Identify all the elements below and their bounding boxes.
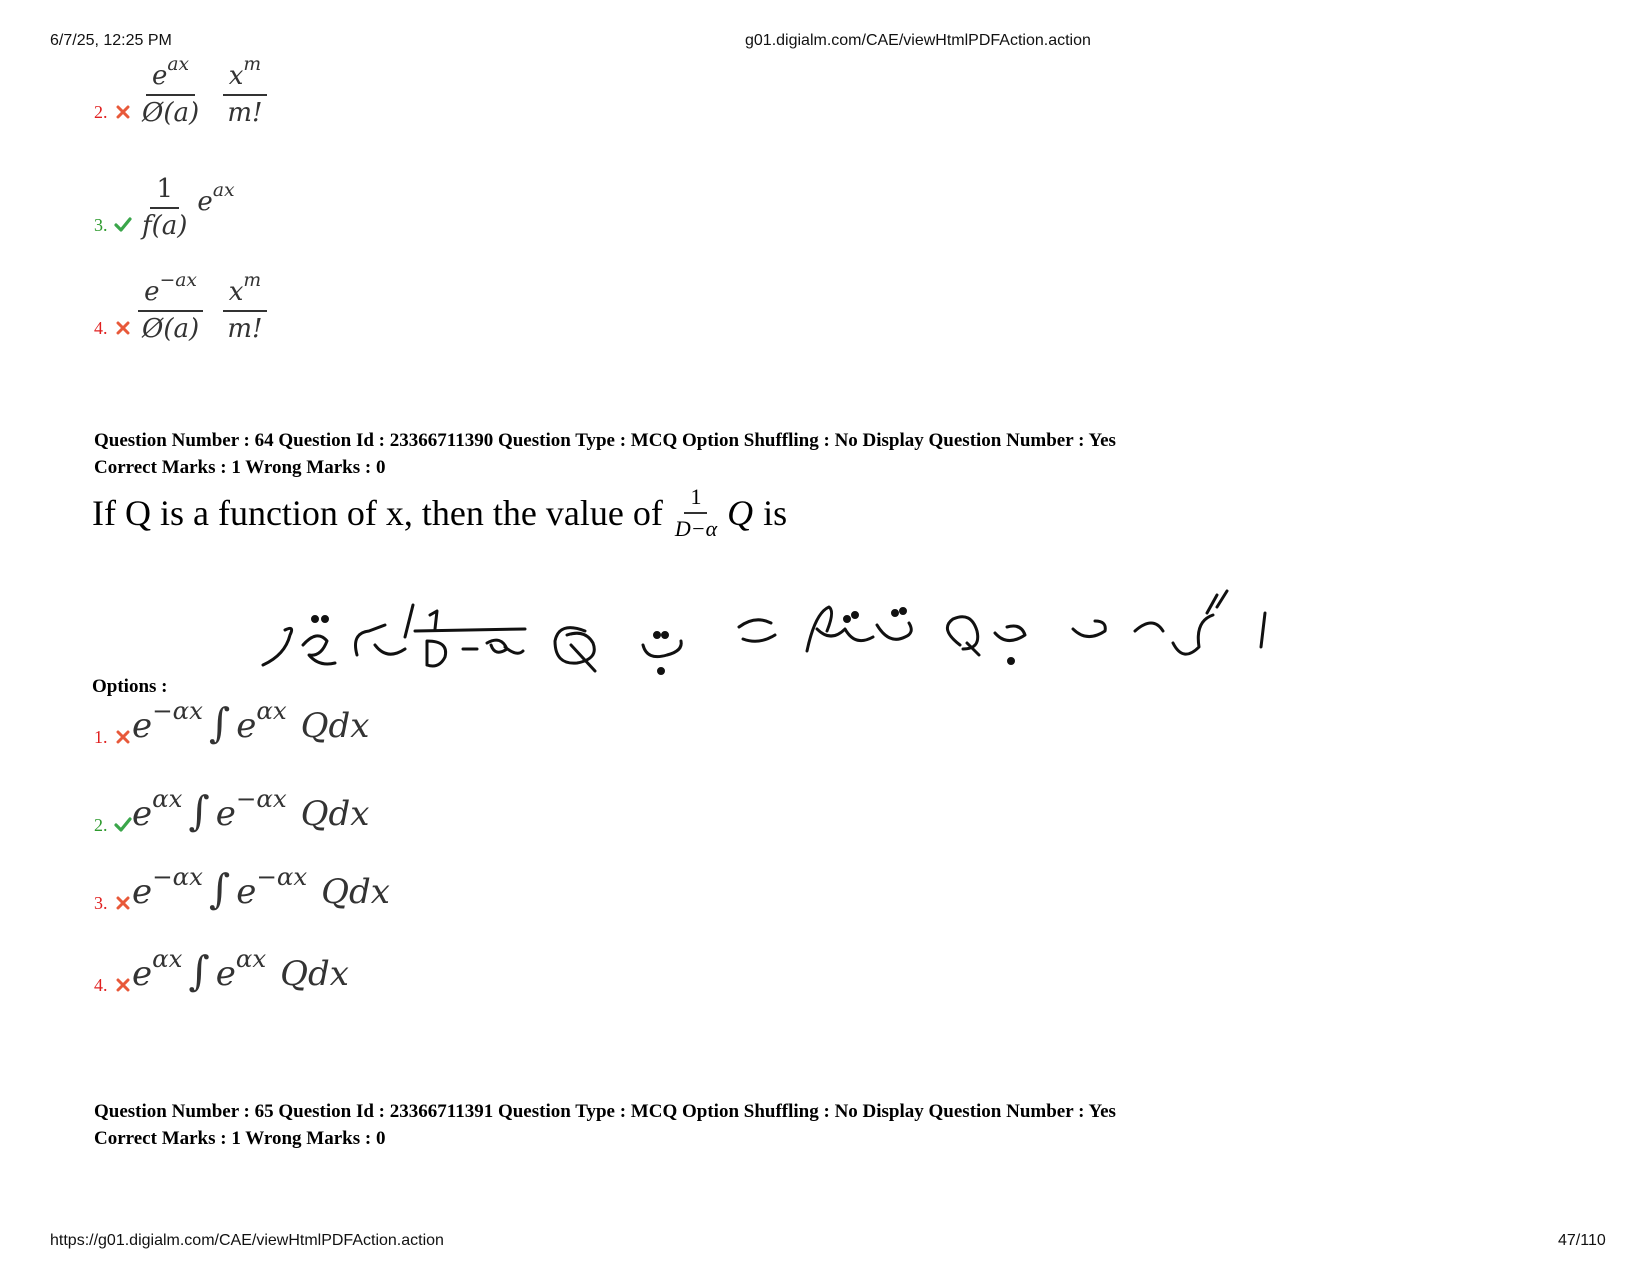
fraction-numerator-exponent: ax bbox=[167, 53, 190, 75]
fraction-numerator: x bbox=[228, 61, 244, 91]
fraction-numerator: e bbox=[152, 61, 168, 91]
prev-option-3 bbox=[94, 175, 235, 240]
fraction-numerator-exponent: −ax bbox=[159, 269, 197, 291]
question-65-marks: Correct Marks : 1 Wrong Marks : 0 bbox=[94, 1128, 386, 1149]
print-page-title: g01.digialm.com/CAE/viewHtmlPDFAction.action bbox=[745, 32, 1091, 49]
integrand-tail: Qdx bbox=[300, 794, 370, 834]
wrong-cross-icon bbox=[114, 974, 132, 994]
exponent-outer: −αx bbox=[152, 695, 203, 725]
exponent-outer: αx bbox=[152, 783, 183, 813]
question-64-stem bbox=[92, 485, 787, 541]
option-number: 1. bbox=[94, 727, 108, 747]
fraction-denominator: f(a) bbox=[142, 210, 188, 241]
fraction-denominator: Ø(a) bbox=[142, 97, 200, 128]
question-64-option-1: 1. $e^{-\alpha x}$ ∫ $e^{\alpha x}$ Qdx bbox=[94, 695, 370, 747]
exponent-inner: αx bbox=[256, 695, 287, 725]
wrong-cross-icon bbox=[114, 892, 132, 912]
exponent-outer: αx bbox=[152, 943, 183, 973]
correct-check-icon bbox=[114, 814, 132, 834]
fraction-numerator: e bbox=[144, 277, 160, 307]
stem-variable: Q bbox=[727, 493, 754, 534]
question-64-option-2: 2. $e^{\alpha x}$ ∫ $e^{-\alpha x}$ Qdx bbox=[94, 783, 370, 835]
urdu-handwritten-translation bbox=[255, 585, 1290, 680]
question-64-meta: Question Number : 64 Question Id : 23366711390 Question Type : MCQ Option Shuffling : No Display Question Number : Yes bbox=[94, 430, 1116, 451]
fraction-numerator-exponent: m bbox=[243, 53, 262, 75]
exponent-inner: −αx bbox=[256, 861, 308, 891]
options-label: Options : bbox=[92, 676, 168, 697]
integrand-tail: Qdx bbox=[321, 872, 390, 912]
fraction-denominator: m! bbox=[227, 97, 263, 128]
print-footer-url: https://g01.digialm.com/CAE/viewHtmlPDFAction.action bbox=[50, 1232, 444, 1249]
option-number: 4. bbox=[94, 318, 108, 339]
fraction-denominator: m! bbox=[227, 313, 263, 344]
fraction-numerator: 1 bbox=[150, 175, 179, 209]
print-page-number: 47/110 bbox=[1558, 1232, 1606, 1249]
exponent-outer: −αx bbox=[152, 861, 203, 891]
exponent-inner: αx bbox=[235, 943, 267, 973]
question-64-marks: Correct Marks : 1 Wrong Marks : 0 bbox=[94, 457, 386, 478]
fraction-numerator-exponent: m bbox=[243, 269, 262, 291]
prev-option-4 bbox=[94, 269, 272, 344]
wrong-cross-icon bbox=[114, 726, 132, 746]
option-number: 2. bbox=[94, 102, 108, 123]
question-65-meta: Question Number : 65 Question Id : 23366711391 Question Type : MCQ Option Shuffling : No Display Question Number : Yes bbox=[94, 1101, 1116, 1122]
question-64-option-4: 4. $e^{\alpha x}$ ∫ $e^{\alpha x}$ Qdx bbox=[94, 943, 349, 995]
stem-fraction-denominator: D−α bbox=[674, 516, 718, 542]
option-number: 2. bbox=[94, 815, 108, 835]
option-number: 4. bbox=[94, 975, 108, 995]
wrong-cross-icon bbox=[114, 317, 132, 337]
integrand-tail: Qdx bbox=[300, 706, 370, 746]
stem-fraction-numerator: 1 bbox=[684, 485, 707, 514]
option-number: 3. bbox=[94, 893, 108, 913]
option-number: 3. bbox=[94, 215, 108, 236]
integrand-tail: Qdx bbox=[280, 954, 349, 994]
fraction-denominator: Ø(a) bbox=[142, 313, 200, 344]
exponent-inner: −αx bbox=[235, 783, 287, 813]
stem-text: If Q is a function of x, then the value of bbox=[92, 493, 663, 534]
wrong-cross-icon bbox=[114, 101, 132, 121]
exponential-base: e bbox=[197, 186, 213, 217]
question-64-option-3: 3. $e^{-\alpha x}$ ∫ $e^{-\alpha x}$ Qdx bbox=[94, 861, 390, 913]
exponential-exponent: ax bbox=[212, 179, 235, 201]
print-datetime: 6/7/25, 12:25 PM bbox=[50, 32, 172, 49]
stem-text-end: is bbox=[763, 493, 788, 534]
fraction-numerator: x bbox=[228, 277, 244, 307]
correct-check-icon bbox=[114, 214, 132, 234]
prev-option-2 bbox=[94, 53, 272, 128]
